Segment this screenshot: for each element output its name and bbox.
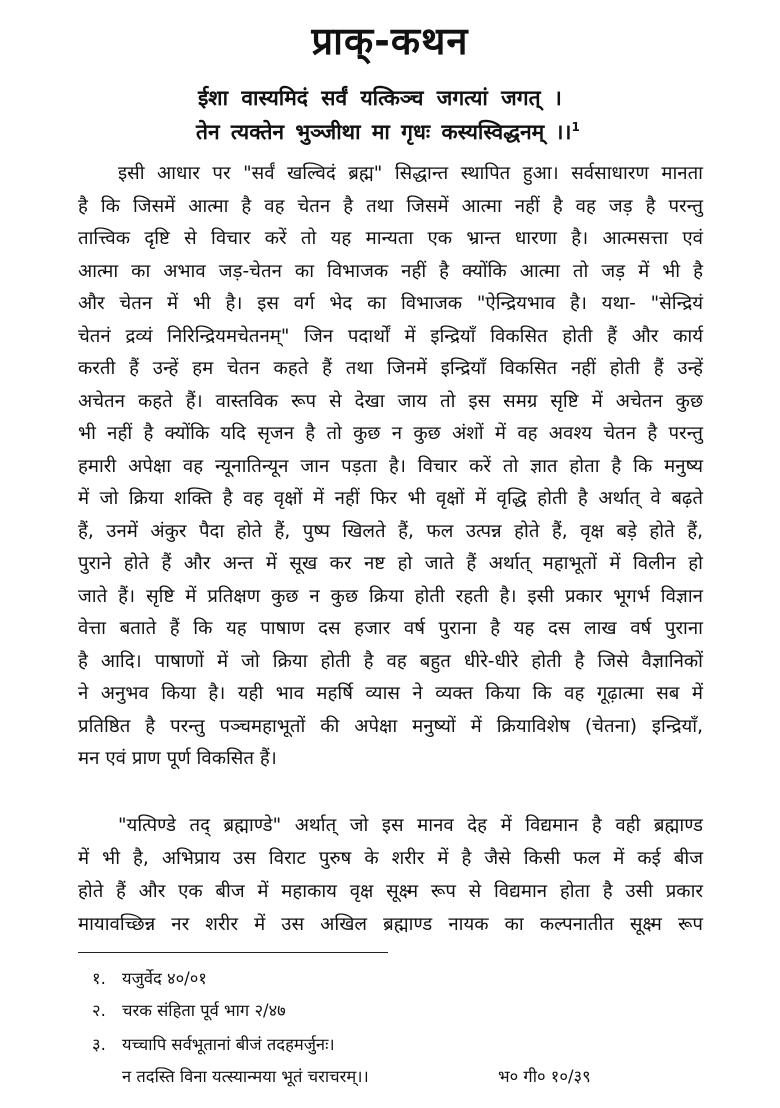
footnote-2 (92, 998, 286, 1021)
text-line: आत्मा का अभाव जड़-चेतन का विभाजक नहीं है क्योंकि आत्मा तो जड़ में भी है (78, 260, 703, 282)
text-line: होते हैं और एक बीज में महाकाय वृक्ष सूक्ष्म रूप से विद्यमान होता है उसी प्रकार (78, 881, 703, 902)
text-line: अचेतन कहते हैं। वास्तविक रूप से देखा जाय तो इस समग्र सृष्टि में अचेतन कुछ (78, 390, 703, 412)
footnote-number: ३. (92, 1035, 106, 1054)
text-line: और चेतन में भी है। इस वर्ग भेद का विभाजक "ऐन्द्रियभाव है। यथा- "सेन्द्रियं (78, 293, 703, 314)
text-line: ने अनुभव किया है। यही भाव महर्षि व्यास ने व्यक्त किया कि वह गूढ़ात्मा सब में (78, 683, 703, 704)
footnote-text: यजुर्वेद ४०/०१ (122, 969, 207, 988)
text-line: है आदि। पाषाणों में जो क्रिया होती है वह बहुत धीरे-धीरे होती है जिसे वैज्ञानिकों (78, 650, 703, 672)
text-line: में जो क्रिया शक्ति है वह वृक्षों में नहीं फिर भी वृक्षों में वृद्धि होती है अर्थात् वे बढ़ते (78, 488, 703, 509)
verse-line-1: ईशा वास्यमिदं सर्वं यत्किञ्च जगत्यां जगत् । (198, 86, 562, 110)
text-line: चेतनं द्रव्यं निरिन्द्रियमचेतनम्" जिन पदार्थों में इन्द्रियाँ विकसित होती हैं और कार्य (78, 325, 703, 347)
footnote-text: यच्चापि सर्वभूतानां बीजं तदहमर्जुनः। (122, 1035, 335, 1054)
text-line: इसी आधार पर "सर्वं खल्विदं ब्रह्म" सिद्धान्त स्थापित हुआ। सर्वसाधारण मानता (118, 163, 703, 184)
text-line: "यत्पिण्डे तद् ब्रह्माण्डे" अर्थात् जो इस मानव देह में विद्यमान है वही ब्रह्माण्ड (118, 815, 703, 836)
text-line: हैं, उनमें अंकुर पैदा होते हैं, पुष्प खिलते हैं, फल उत्पन्न होते हैं, वृक्ष बड़े होते हैं, (78, 520, 703, 542)
page-title: प्राक्-कथन (311, 19, 469, 63)
footnote-number: १. (92, 969, 106, 988)
footnote-3-reference: भ० गी० १०/३९ (498, 1067, 591, 1086)
footnote-divider (78, 952, 388, 953)
verse-line-2 (196, 118, 580, 146)
footnote-text: चरक संहिता पूर्व भाग २/४७ (122, 1001, 286, 1020)
text-line: वेत्ता बताते हैं कि यह पाषाण दस हजार वर्ष पुराना है यह दस लाख वर्ष पुराना (78, 618, 703, 639)
text-line: भी नहीं है क्योंकि यदि सृजन है तो कुछ न कुछ अंशों में वह अवश्य चेतन है परन्तु (78, 423, 703, 444)
text-line: करती हैं उन्हें हम चेतन कहते हैं तथा जिनमें इन्द्रियाँ विकसित नहीं होती हैं उन्हें (78, 358, 703, 379)
text-line: जाते हैं। सृष्टि में प्रतिक्षण कुछ न कुछ क्रिया होती रहती है। इसी प्रकार भूगर्भ विज्ञान (78, 585, 703, 607)
footnote-1 (92, 966, 207, 989)
text-line: मन एवं प्राण पूर्ण विकसित हैं। (78, 748, 277, 769)
text-line: है कि जिसमें आत्मा है वह चेतन है तथा जिसमें आत्मा नहीं है वह जड़ है परन्तु (78, 195, 703, 217)
text-line: मायावच्छिन्न नर शरीर में उस अखिल ब्रह्माण्ड नायक का कल्पनातीत सूक्ष्म रूप (78, 914, 703, 935)
footnote-marker: 1 (571, 120, 580, 134)
footnote-3-continuation: न तदस्ति विना यत्स्यान्मया भूतं चराचरम्।। (122, 1067, 369, 1086)
text-line: हमारी अपेक्षा वह न्यूनातिन्यून जान पड़ता है। विचार करें तो ज्ञात होता है कि मनुष्य (78, 455, 703, 477)
footnote-3 (92, 1032, 335, 1055)
text-line: में भी है, अभिप्राय उस विराट पुरुष के शरीर में है जैसे किसी फल में कई बीज (78, 848, 703, 869)
text-line: पुराने होते हैं और अन्त में सूख कर नष्ट हो जाते हैं अर्थात् महाभूतों में विलीन हो (78, 553, 703, 574)
text-line: प्रतिष्ठित है परन्तु पञ्चमहाभूतों की अपेक्षा मनुष्यों में क्रियाविशेष (चेतना) इन्द्रियाँ, (78, 715, 703, 737)
footnote-number: २. (92, 1001, 106, 1020)
verse-line-2-text: तेन त्यक्तेन भुञ्जीथा मा गृधः कस्यस्विद्धनम् ।। (196, 120, 572, 144)
text-line: तात्त्विक दृष्टि से विचार करें तो यह मान्यता एक भ्रान्त धारणा है। आत्मसत्ता एवं (78, 228, 703, 249)
